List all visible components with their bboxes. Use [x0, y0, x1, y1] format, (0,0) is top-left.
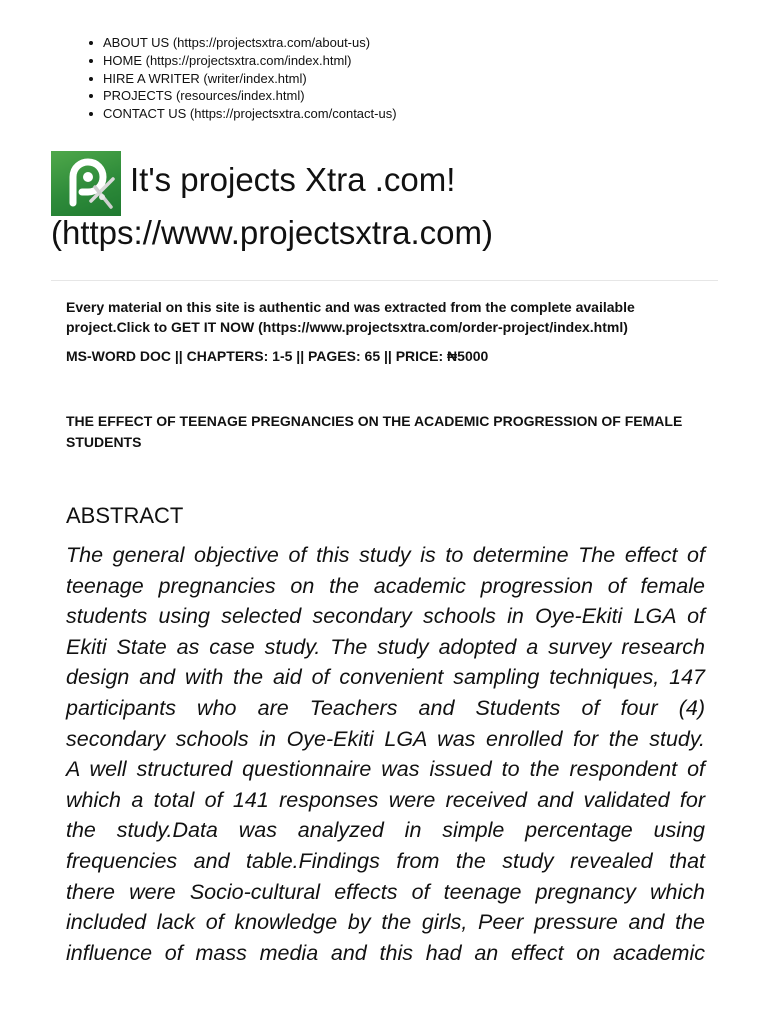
site-url[interactable]: (https://www.projectsxtra.com) [51, 214, 493, 251]
abstract-line: teenage pregnancies on the academic progression of female [66, 573, 705, 598]
abstract-body [66, 540, 705, 968]
nav-list [0, 34, 397, 123]
abstract-line: students using selected secondary schools in Oye-Ekiti LGA of [66, 604, 705, 629]
nav-item-home[interactable]: HOME (https://projectsxtra.com/index.html) [103, 52, 397, 70]
nav-item-about-us[interactable]: ABOUT US (https://projectsxtra.com/about-us) [103, 34, 397, 52]
abstract-line: there were Socio-cultural effects of teenage pregnancy which [66, 879, 705, 904]
abstract-line: participants who are Teachers and Students of four (4) [66, 695, 705, 720]
site-title[interactable]: It's projects Xtra .com! [130, 161, 456, 198]
abstract-line: Ekiti State as case study. The study adopted a survey research [66, 634, 705, 659]
abstract-line: included lack of knowledge by the girls, Peer pressure and the [66, 910, 705, 935]
abstract-line: frequencies and table.Findings from the study revealed that [66, 848, 705, 873]
nav-item-contact-us[interactable]: CONTACT US (https://projectsxtra.com/contact-us) [103, 106, 397, 122]
site-logo-icon[interactable] [51, 151, 121, 216]
abstract-line: influence of mass media and this had an effect on academic [66, 940, 705, 965]
abstract-line: A well structured questionnaire was issued to the respondent of [66, 757, 705, 782]
abstract-line: design and with the aid of convenient sampling techniques, 147 [66, 665, 705, 690]
abstract-line: The general objective of this study is to determine The effect of [66, 543, 705, 567]
header-divider [51, 280, 718, 281]
abstract-line: the study.Data was analyzed in simple percentage using [66, 818, 705, 843]
nav-item-projects[interactable]: PROJECTS (resources/index.html) [103, 87, 397, 105]
nav-item-hire-a-writer[interactable]: HIRE A WRITER (writer/index.html) [103, 70, 397, 88]
authenticity-notice[interactable]: Every material on this site is authentic and was extracted from the complete available project.Click to GET IT NOW (https://www.projectsxtra.com/order-project/index.html) [66, 299, 635, 335]
abstract-line: which a total of 141 responses were received and validated for [66, 787, 705, 812]
document-title: THE EFFECT OF TEENAGE PREGNANCIES ON THE ACADEMIC PROGRESSION OF FEMALE STUDENTS [66, 413, 683, 450]
abstract-heading: ABSTRACT [66, 503, 184, 528]
document-meta: MS-WORD DOC || CHAPTERS: 1-5 || PAGES: 65 || PRICE: ₦5000 [66, 348, 489, 364]
abstract-line: secondary schools in Oye-Ekiti LGA was enrolled for the study. [66, 726, 705, 751]
